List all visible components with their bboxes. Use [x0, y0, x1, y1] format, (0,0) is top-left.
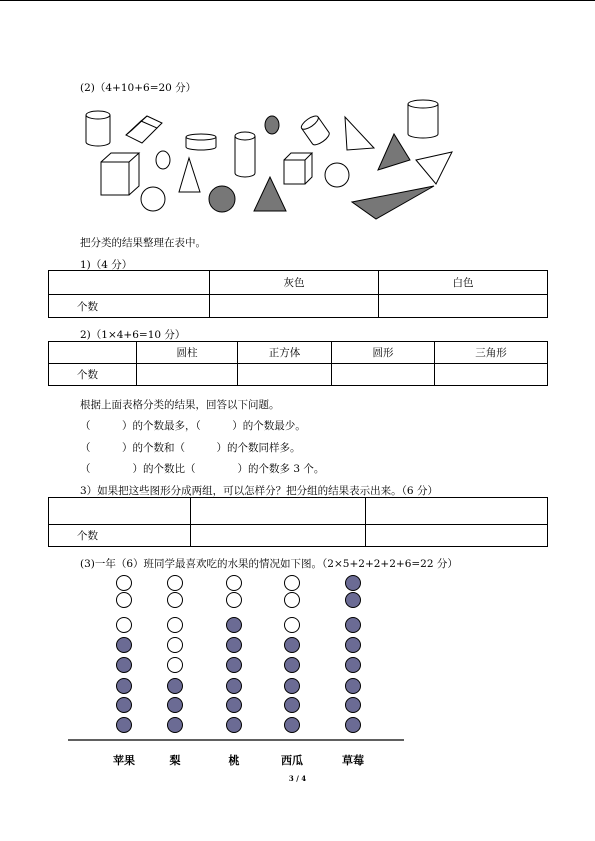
- filled-circle: [117, 638, 132, 653]
- white-triangle: [416, 152, 452, 184]
- row-label: 个数: [49, 525, 191, 547]
- answer-cell[interactable]: [191, 498, 366, 525]
- cylinder-shape: [186, 134, 216, 150]
- empty-circle: [168, 618, 183, 633]
- gray-circle: [265, 116, 279, 134]
- filled-circle: [346, 593, 361, 608]
- answer-cell[interactable]: [435, 364, 548, 386]
- filled-circle: [117, 698, 132, 713]
- filled-circle: [168, 698, 183, 713]
- empty-circle: [117, 576, 132, 591]
- answer-cell[interactable]: [379, 295, 548, 318]
- category-label: 苹果: [113, 754, 135, 767]
- filled-circle: [346, 679, 361, 694]
- part1-title: 1)（4 分）: [80, 259, 133, 271]
- white-circle: [325, 163, 349, 187]
- gray-triangle: [254, 177, 286, 211]
- cube-shape: [101, 153, 139, 195]
- filled-circle: [285, 679, 300, 694]
- answer-cell[interactable]: [49, 498, 191, 525]
- white-triangle: [179, 158, 200, 192]
- filled-circle: [285, 658, 300, 673]
- filled-circle: [227, 698, 242, 713]
- table-header: 圆柱: [137, 342, 238, 364]
- answer-cell[interactable]: [366, 498, 548, 525]
- filled-circle: [346, 618, 361, 633]
- filled-circle: [117, 679, 132, 694]
- empty-circle: [285, 576, 300, 591]
- empty-circle: [227, 576, 242, 591]
- page-number: 3 / 4: [288, 774, 307, 783]
- gray-triangle: [378, 134, 410, 170]
- category-label: 草莓: [342, 754, 364, 767]
- empty-circle: [227, 593, 242, 608]
- section2-title: (2)（4+10+6=20 分）: [80, 82, 197, 94]
- table-header: 三角形: [435, 342, 548, 364]
- top-rule: [0, 0, 595, 1]
- question-3: （ ）的个数比（ ）的个数多 3 个。: [80, 463, 325, 475]
- part2-table: [48, 341, 548, 386]
- answer-cell[interactable]: [366, 525, 548, 547]
- cube-shape: [126, 116, 162, 143]
- instruction-text: 把分类的结果整理在表中。: [80, 237, 206, 249]
- filled-circle: [285, 638, 300, 653]
- white-triangle: [345, 117, 374, 150]
- empty-circle: [117, 593, 132, 608]
- empty-circle: [168, 658, 183, 673]
- filled-circle: [227, 718, 242, 733]
- table-header: 白色: [379, 271, 548, 295]
- filled-circle: [227, 638, 242, 653]
- category-label: 梨: [169, 754, 181, 767]
- question-2: （ ）的个数和（ ）的个数同样多。: [80, 442, 301, 454]
- empty-circle: [168, 576, 183, 591]
- category-label: 西瓜: [281, 754, 303, 767]
- filled-circle: [227, 679, 242, 694]
- part3-title: 3）如果把这些图形分成两组，可以怎样分？把分组的结果表示出来。（6 分）: [80, 485, 438, 497]
- section3-title: (3)一年（6）班同学最喜欢吃的水果的情况如下图。（2×5+2+2+2+6=22 分）: [80, 558, 458, 570]
- filled-circle: [168, 679, 183, 694]
- cylinder-shape: [235, 132, 255, 177]
- answer-cell[interactable]: [210, 295, 379, 318]
- white-circle: [141, 187, 165, 211]
- filled-circle: [117, 658, 132, 673]
- filled-circle: [346, 658, 361, 673]
- table-header: 灰色: [210, 271, 379, 295]
- table-header: 圆形: [332, 342, 435, 364]
- white-circle: [156, 151, 170, 169]
- filled-circle: [346, 576, 361, 591]
- filled-circle: [346, 718, 361, 733]
- answer-cell[interactable]: [137, 364, 238, 386]
- filled-circle: [227, 618, 242, 633]
- filled-circle: [285, 718, 300, 733]
- answer-cell[interactable]: [332, 364, 435, 386]
- answer-cell[interactable]: [238, 364, 332, 386]
- row-label: 个数: [49, 295, 210, 318]
- table-header: 正方体: [238, 342, 332, 364]
- empty-circle: [168, 593, 183, 608]
- empty-circle: [117, 618, 132, 633]
- filled-circle: [346, 638, 361, 653]
- fruit-dot-chart: [0, 570, 595, 745]
- filled-circle: [168, 718, 183, 733]
- row-label: 个数: [49, 364, 137, 386]
- category-label: 桃: [228, 754, 240, 767]
- table-cell: [49, 342, 137, 364]
- table-cell: [49, 271, 210, 295]
- gray-circle: [209, 186, 235, 212]
- gray-triangle: [352, 186, 434, 219]
- question-1: （ ）的个数最多，（ ）的个数最少。: [80, 420, 306, 432]
- empty-circle: [285, 593, 300, 608]
- filled-circle: [285, 698, 300, 713]
- cube-shape: [284, 153, 312, 184]
- cylinder-shape: [86, 111, 110, 146]
- filled-circle: [117, 718, 132, 733]
- cylinder-shape: [408, 100, 438, 138]
- part2-title: 2)（1×4+6=10 分）: [80, 329, 186, 341]
- answer-cell[interactable]: [191, 525, 366, 547]
- empty-circle: [285, 618, 300, 633]
- filled-circle: [346, 698, 361, 713]
- empty-circle: [168, 638, 183, 653]
- questions-intro: 根据上面表格分类的结果，回答以下问题。: [80, 399, 280, 411]
- part3-table: [48, 497, 548, 547]
- part1-table: [48, 270, 548, 318]
- filled-circle: [227, 658, 242, 673]
- cylinder-shape: [299, 114, 331, 148]
